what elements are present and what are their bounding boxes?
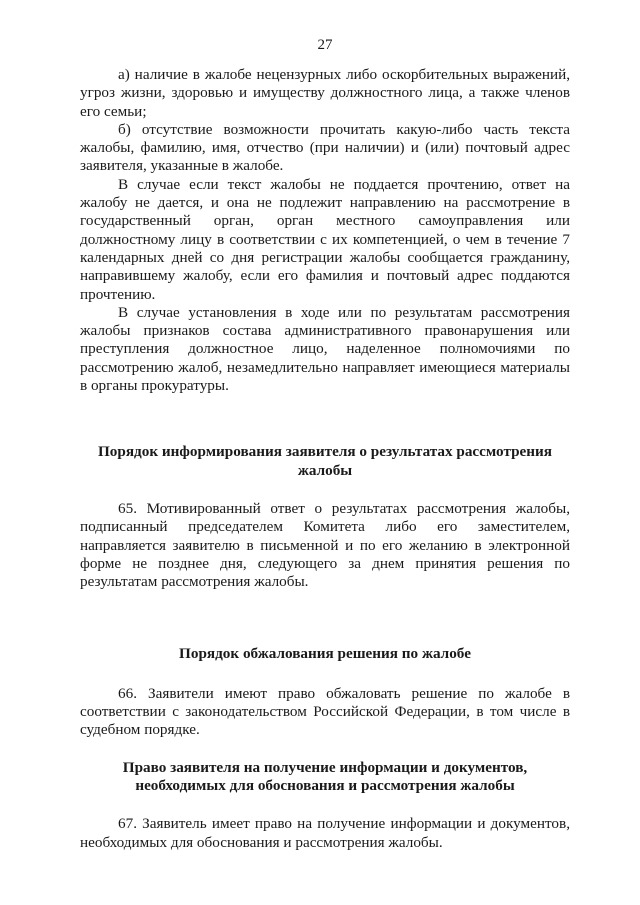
document-page bbox=[80, 0, 570, 905]
paragraph-66: 66. Заявители имеют право обжаловать решение по жалобе в соответствии с законодательством Российской Федерации, в том числе в судебном порядке. bbox=[80, 684, 570, 739]
section-heading-informing: Порядок информирования заявителя о результатах рассмотрения жалобы bbox=[97, 443, 553, 479]
paragraph-unreadable: В случае если текст жалобы не поддается прочтению, ответ на жалобу не дается, и она не подлежит направлению на рассмотрение в государственный орган, орган местного самоуправления или должностному лицу в соответствии с их компетенцией, о чем в течение 7 календарных дней со дня регистрации жалобы сообщается гражданину, направившему жалобу, если его фамилия и почтовый адрес поддаются прочтению. bbox=[80, 175, 570, 303]
section-heading-appeal: Порядок обжалования решения по жалобе bbox=[179, 645, 471, 663]
paragraph-67: 67. Заявитель имеет право на получение информации и документов, необходимых для обоснования и рассмотрения жалобы. bbox=[80, 815, 570, 851]
section-heading-right-to-information: Право заявителя на получение информации и документов, необходимых для обоснования и рассмотрения жалобы bbox=[122, 758, 528, 794]
page-number: 27 bbox=[317, 37, 333, 53]
paragraph-a: а) наличие в жалобе нецензурных либо оскорбительных выражений, угроз жизни, здоровью и имуществу должностного лица, а также членов его семьи; bbox=[80, 66, 570, 120]
paragraph-65: 65. Мотивированный ответ о результатах рассмотрения жалобы, подписанный председателем Комитета либо его заместителем, направляется заявителю в письменной и по его желанию в электронной форме не позднее дня, следующего за днем принятия решения по результатам рассмотрения жалобы. bbox=[80, 499, 570, 591]
document-body bbox=[80, 66, 570, 852]
paragraph-violation: В случае установления в ходе или по результатам рассмотрения жалобы признаков состава административного правонарушения или преступления должностное лицо, наделенное полномочиями по рассмотрению жалоб, незамедлительно направляет имеющиеся материалы в органы прокуратуры. bbox=[80, 303, 570, 395]
paragraph-b: б) отсутствие возможности прочитать какую-либо часть текста жалобы, фамилию, имя, отчество (при наличии) и (или) почтовый адрес заявителя, указанные в жалобе. bbox=[80, 120, 570, 175]
